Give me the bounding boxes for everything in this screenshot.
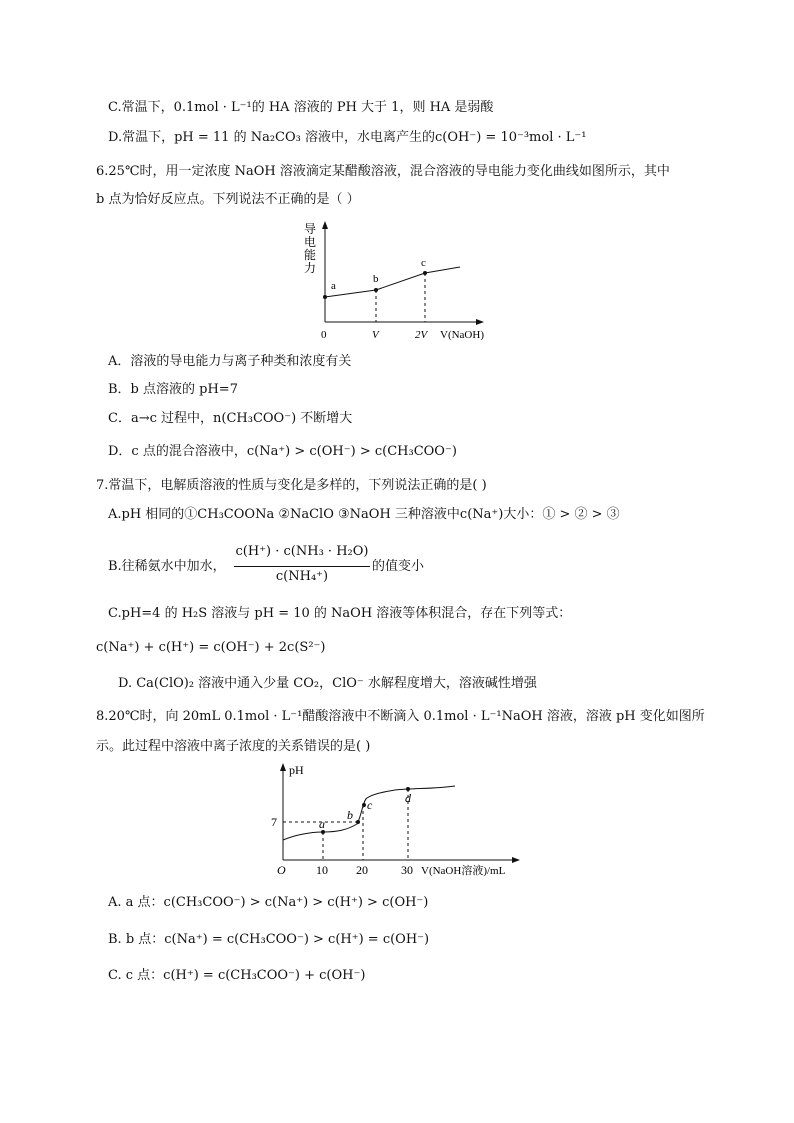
- q6-origin-label: 0: [321, 329, 327, 341]
- q5-option-c: C.常温下，0.1mol · L⁻¹的 HA 溶液的 PH 大于 1，则 HA 是弱酸: [108, 100, 494, 115]
- q6-xtick-2v: 2V: [415, 329, 428, 341]
- q8-option-a: A. a 点：c(CH₃COO⁻) > c(Na⁺) > c(H⁺) > c(OH⁻): [108, 895, 429, 910]
- q7-b-fraction-bar: [234, 566, 370, 567]
- q8-option-b: B. b 点：c(Na⁺) = c(CH₃COO⁻) > c(H⁺) = c(OH⁻): [108, 932, 430, 947]
- q5-option-d: D.常温下，pH = 11 的 Na₂CO₃ 溶液中，水电离产生的c(OH⁻) = 10⁻³mol · L⁻¹: [108, 130, 587, 145]
- q8-ytick-7: 7: [271, 815, 277, 829]
- q7-b-numerator: c(H⁺) · c(NH₃ · H₂O): [235, 544, 369, 559]
- q6-xlabel: V(NaOH): [440, 329, 484, 341]
- q6-ylabel-char1: 导: [304, 222, 317, 236]
- q6-stem-line1: 6.25℃时，用一定浓度 NaOH 溶液滴定某醋酸溶液，混合溶液的导电能力变化曲线如图所示，其中: [96, 164, 670, 179]
- q6-option-b: B．b 点溶液的 pH=7: [108, 382, 238, 397]
- q6-label-b: b: [373, 273, 379, 285]
- q8-label-d: d: [405, 791, 411, 805]
- q8-titration-chart: [271, 760, 535, 880]
- q8-option-c: C. c 点：c(H⁺) = c(CH₃COO⁻) + c(OH⁻): [108, 968, 366, 983]
- q7-stem: 7.常温下，电解质溶液的性质与变化是多样的，下列说法正确的是( ): [96, 478, 487, 493]
- q6-x-axis-arrow: [476, 319, 484, 325]
- q8-stem-line2: 示。此过程中溶液中离子浓度的关系错误的是( ): [96, 739, 371, 754]
- q7-option-c-equation: c(Na⁺) + c(H⁺) = c(OH⁻) + 2c(S²⁻): [96, 640, 326, 655]
- q6-ylabel-char4: 力: [304, 261, 317, 275]
- q6-ylabel-char2: 电: [304, 235, 317, 249]
- q6-option-c: C．a→c 过程中，n(CH₃COO⁻) 不断增大: [108, 411, 353, 426]
- q6-conductivity-curve: [325, 267, 460, 297]
- q6-point-a: [323, 295, 327, 299]
- q8-stem-line1: 8.20℃时，向 20mL 0.1mol · L⁻¹醋酸溶液中不断滴入 0.1mol · L⁻¹NaOH 溶液，溶液 pH 变化如图所: [96, 709, 705, 724]
- q6-y-axis-arrow: [322, 221, 328, 229]
- q8-y-axis-arrow: [280, 763, 286, 771]
- q7-option-b-prefix: B.往稀氨水中加水，: [108, 559, 226, 574]
- q8-label-a: a: [319, 817, 325, 831]
- q6-ylabel-char3: 能: [304, 248, 317, 262]
- q7-b-denominator: c(NH₄⁺): [275, 569, 329, 584]
- q7-option-c: C.pH=4 的 H₂S 溶液与 pH = 10 的 NaOH 溶液等体积混合，存在下列等式：: [108, 606, 572, 621]
- q8-label-c: c: [367, 798, 373, 812]
- q8-xtick-20: 20: [356, 863, 368, 877]
- q6-stem-line2: b 点为恰好反应点。下列说法不正确的是（ ）: [96, 192, 360, 207]
- q7-option-d: D. Ca(ClO)₂ 溶液中通入少量 CO₂，ClO⁻ 水解程度增大，溶液碱性增强: [118, 676, 537, 691]
- q8-ylabel: pH: [289, 763, 304, 777]
- q6-label-a: a: [331, 280, 336, 292]
- q8-x-axis-arrow: [512, 857, 520, 863]
- q8-origin-label: O: [277, 863, 286, 877]
- q7-option-a: A.pH 相同的①CH₃COONa ②NaClO ③NaOH 三种溶液中c(Na⁺)大小：① > ② > ③: [108, 507, 620, 522]
- q6-option-d: D．c 点的混合溶液中，c(Na⁺) > c(OH⁻) > c(CH₃COO⁻): [108, 444, 457, 459]
- q6-label-c: c: [421, 257, 426, 269]
- q8-xtick-10: 10: [316, 863, 328, 877]
- q8-label-b: b: [347, 808, 353, 822]
- q8-xtick-30: 30: [401, 863, 413, 877]
- q6-option-a: A．溶液的导电能力与离子种类和浓度有关: [108, 354, 352, 369]
- q8-xlabel: V(NaOH溶液)/mL: [421, 865, 506, 877]
- q8-ph-curve: [283, 786, 455, 840]
- q7-option-b-suffix: 的值变小: [372, 559, 425, 574]
- q6-xtick-v: V: [372, 329, 379, 341]
- q6-conductivity-chart: [300, 215, 560, 345]
